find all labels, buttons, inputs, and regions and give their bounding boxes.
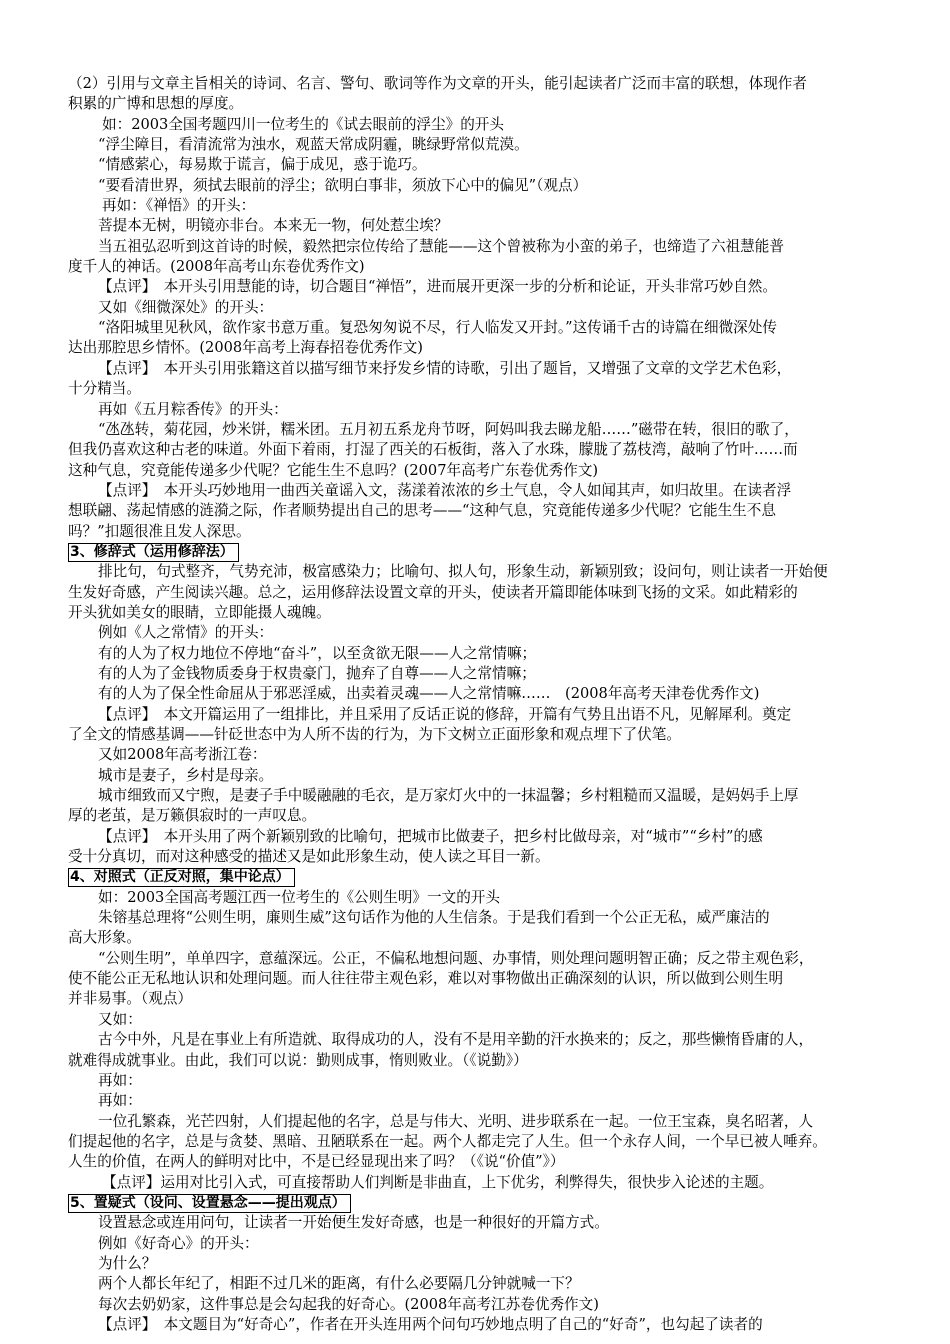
text-line: 城市是妻子，乡村是母亲。 (98, 766, 274, 784)
text-line: 朱镕基总理将“公则生明，廉则生威”这句话作为他的人生信条。于是我们看到一个公正无私，威严廉洁的 (98, 909, 770, 927)
text-line: 两个人都长年纪了，相距不过几米的距离，有什么必要隔几分钟就喊一下？ (98, 1275, 580, 1293)
section-heading (68, 867, 890, 887)
text-line: 设置悬念或连用问句，让读者一开始便生发好奇感，也是一种很好的开篇方式。 (98, 1214, 609, 1232)
text-line: 【点评】 本文题目为“好奇心”，作者在开头连用两个问句巧妙地点明了自己的“好奇”，也勾起了读者的 (98, 1315, 763, 1333)
text-line: 例如《好奇心》的开头： (98, 1234, 259, 1252)
text-line: 当五祖弘忍听到这首诗的时候，毅然把宗位传给了慧能——这个曾被称为小蛮的弟子，也缔造了六祖慧能普 (98, 237, 784, 255)
text-line: 度千人的神话。(2008年高考山东卷优秀作文) (68, 258, 365, 276)
text-line: “氹氹转，菊花园，炒米饼，糯米团。五月初五系龙舟节呀，阿妈叫我去睇龙船……”磁带在转，很旧的歌了， (98, 420, 799, 438)
text-line: 如：2003全国考题四川一位考生的《试去眼前的浮尘》的开头 (102, 115, 504, 133)
text-line: 十分精当。 (68, 380, 141, 398)
text-line: 如：2003全国高考题江西一位考生的《公则生明》一文的开头 (98, 888, 500, 906)
text-line: 再如：《禅悟》的开头： (102, 197, 256, 215)
text-line: 高大形象。 (68, 929, 141, 947)
text-line: 再如： (98, 1071, 142, 1089)
text-line: 积累的广博和思想的厚度。 (68, 95, 244, 113)
text-line: 【点评】 本开头引用慧能的诗，切合题目“禅悟”，进而展开更深一步的分析和论证，开头非常巧妙自然。 (98, 278, 777, 296)
text-line: 一位孔繁森，光芒四射，人们提起他的名字，总是与伟大、光明、进步联系在一起。一位王宝森，臭名昭著，人 (98, 1112, 814, 1130)
text-line: 开头犹如美女的眼睛，立即能摄人魂魄。 (68, 603, 331, 621)
section-heading-box: 4、对照式（正反对照，集中论点） (68, 868, 295, 887)
text-line: 又如： (98, 1010, 142, 1028)
text-line: 有的人为了保全性命屈从于邪恶淫威，出卖着灵魂——人之常情嘛…… (2008年高考天津卷优秀作文) (98, 685, 760, 703)
text-line: 但我仍喜欢这种古老的味道。外面下着雨，打湿了西关的石板街，落入了水珠，朦胧了荔枝湾，敲响了竹叶……而 (68, 441, 798, 459)
text-line: “浮尘障目，看清流常为浊水，观蓝天常成阴霾，眺绿野常似荒漠。 (98, 136, 529, 154)
section-heading-box: 5、置疑式（设问、设置悬念——提出观点） (68, 1194, 351, 1213)
text-line: （2）引用与文章主旨相关的诗词、名言、警句、歌词等作为文章的开头，能引起读者广泛而丰富的联想，体现作者 (68, 75, 807, 92)
text-line: 【点评】 本开头引用张籍这首以描写细节来抒发乡情的诗歌，引出了题旨，又增强了文章的文学艺术色彩， (98, 359, 792, 377)
text-line: 又如2008年高考浙江卷： (98, 746, 267, 764)
text-line: 了全文的情感基调——针砭世态中为人所不齿的行为，为下文树立正面形象和观点埋下了伏笔。 (68, 726, 681, 743)
text-line: 【点评】 本开头巧妙地用一曲西关童谣入文，荡漾着浓浓的乡土气息，令人如闻其声，如归故里。在读者浮 (98, 481, 792, 499)
text-line: 这种气息，究竟能传递多少代呢？它能生生不息吗？(2007年高考广东卷优秀作文) (68, 461, 599, 479)
text-line: 有的人为了金钱物质委身于权贵豪门，抛弃了自尊——人之常情嘛； (98, 664, 536, 682)
text-line: 城市细致而又宁煦，是妻子手中暖融融的毛衣，是万家灯火中的一抹温馨；乡村粗糙而又温暖，是妈妈手上厚 (98, 787, 799, 805)
text-line: “洛阳城里见秋风，欲作家书意万重。复恐匆匆说不尽，行人临发又开封。”这传诵千古的诗篇在细微深处传 (98, 319, 777, 337)
text-line: 【点评】 本文开篇运用了一组排比，并且采用了反话正说的修辞，开篇有气势且出语不凡，见解犀利。奠定 (98, 705, 792, 723)
section-heading-box: 3、修辞式（运用修辞法） (68, 543, 239, 562)
text-line: 并非易事。（观点） (68, 990, 193, 1008)
text-line: “要看清世界，须拭去眼前的浮尘；欲明白事非，须放下心中的偏见”（观点） (98, 176, 588, 194)
text-line: 就难得成就事业。由此，我们可以说：勤则成事，惰则败业。（《说勤》） (68, 1051, 528, 1069)
text-line: 生发好奇感，产生阅读兴趣。总之，运用修辞法设置文章的开头，使读者开篇即能体味到飞扬的文采。如此精彩的 (68, 583, 798, 601)
section-heading (68, 542, 890, 562)
text-line: 吗？”扣题很准且发人深思。 (68, 522, 251, 540)
text-line: 有的人为了权力地位不停地“奋斗”，以至贪欲无限——人之常情嘛； (98, 644, 537, 662)
text-line: 古今中外，凡是在事业上有所造就、取得成功的人，没有不是用辛勤的汗水换来的；反之，那些懒惰昏庸的人， (98, 1031, 814, 1049)
text-line: 人生的价值，在两人的鲜明对比中，不是已经显现出来了吗？（《说“价值”》） (68, 1153, 565, 1171)
text-line: 又如《细微深处》的开头： (98, 298, 274, 316)
text-line: 再如： (98, 1092, 142, 1110)
text-line: 菩提本无树，明镜亦非台。本来无一物，何处惹尘埃？ (98, 217, 449, 235)
text-line: 使不能公正无私地认识和处理问题。而人往往带主观色彩，难以对事物做出正确深刻的认识，所以做到公则生明 (68, 970, 784, 988)
text-line: 再如《五月粽香传》的开头： (98, 400, 288, 418)
text-line: 达出那腔思乡情怀。(2008年高考上海春招卷优秀作文) (68, 339, 423, 357)
text-line: 厚的老茧，是万籁俱寂时的一声叹息。 (68, 807, 317, 825)
text-line: 为什么？ (98, 1254, 157, 1272)
text-line: 受十分真切，而对这种感受的描述又是如此形象生动，使人读之耳目一新。 (68, 848, 550, 866)
text-line: “情感萦心，每易欺于谎言，偏于成见，惑于诡巧。 (98, 156, 427, 174)
text-line: 排比句，句式整齐，气势充沛，极富感染力；比喻句、拟人句，形象生动，新颖别致；设问句，则让读者一开始便 (98, 563, 828, 581)
text-line: 【点评】运用对比引入式，可直接帮助人们判断是非曲直，上下优劣，利弊得失，很快步入论述的主题。 (102, 1173, 774, 1191)
text-line: 们提起他的名字，总是与贪婪、黑暗、丑陋联系在一起。两个人都走完了人生。但一个永存人间，一个早已被人唾弃。 (68, 1132, 827, 1150)
text-line: 例如《人之常情》的开头： (98, 624, 274, 642)
text-line: “公则生明”，单单四字，意蕴深远。公正，不偏私地想问题、办事情，则处理问题明智正确；反之带主观色彩， (98, 949, 814, 967)
section-heading (68, 1193, 890, 1213)
text-line: 想联翩、荡起情感的涟漪之际，作者顺势提出自己的思考——“这种气息，究竟能传递多少代呢？它能生生不息 (68, 502, 776, 520)
document-page (68, 74, 890, 1335)
text-line: 【点评】 本开头用了两个新颖别致的比喻句，把城市比做妻子，把乡村比做母亲，对“城市”“乡村”的感 (98, 827, 763, 845)
text-line: 每次去奶奶家，这件事总是会勾起我的好奇心。(2008年高考江苏卷优秀作文) (98, 1295, 599, 1313)
